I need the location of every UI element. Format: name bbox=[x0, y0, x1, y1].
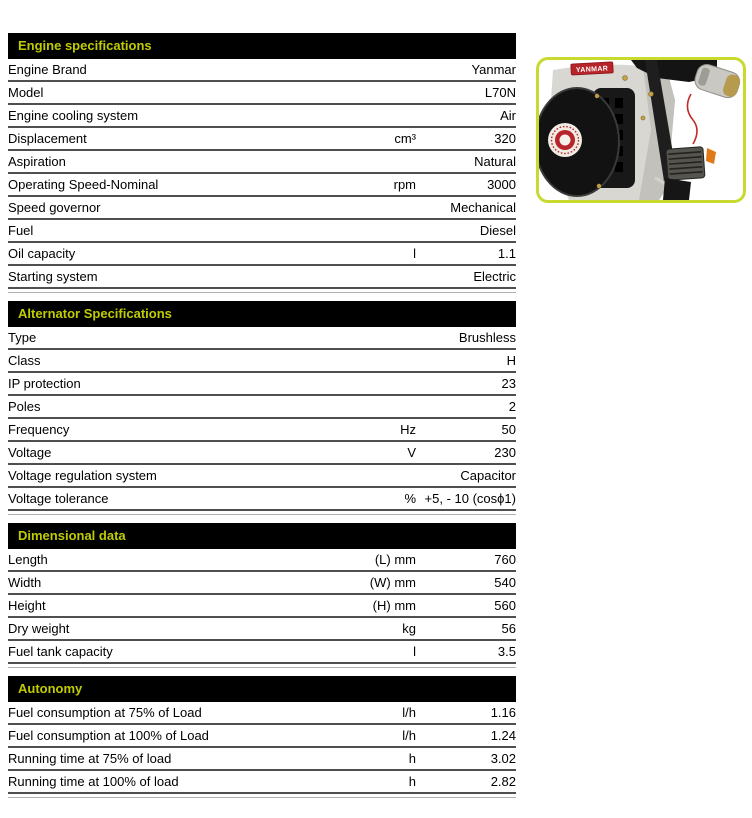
spec-label: Fuel consumption at 100% of Load bbox=[8, 724, 350, 747]
engine-photo-illustration bbox=[539, 60, 743, 200]
spec-unit: V bbox=[350, 441, 416, 464]
spec-label: Width bbox=[8, 571, 350, 594]
spec-value: 760 bbox=[416, 549, 516, 571]
spec-value: L70N bbox=[416, 81, 516, 104]
spec-row bbox=[8, 418, 516, 441]
spec-unit bbox=[350, 59, 416, 81]
section-header bbox=[8, 301, 516, 327]
bottom-bracket bbox=[663, 178, 691, 200]
spec-section bbox=[8, 301, 516, 515]
spec-row bbox=[8, 104, 516, 127]
spec-label: Poles bbox=[8, 395, 350, 418]
spec-unit: l bbox=[350, 242, 416, 265]
spec-unit bbox=[350, 349, 416, 372]
spec-value: 230 bbox=[416, 441, 516, 464]
spec-table bbox=[8, 549, 516, 664]
spec-label: Model bbox=[8, 81, 350, 104]
spec-unit: h bbox=[350, 747, 416, 770]
spec-section bbox=[8, 523, 516, 668]
spec-row bbox=[8, 327, 516, 349]
spec-row bbox=[8, 173, 516, 196]
section-end-line bbox=[8, 289, 516, 293]
starter-motor bbox=[692, 62, 742, 100]
section-end-line bbox=[8, 794, 516, 798]
spec-value: Brushless bbox=[416, 327, 516, 349]
spec-unit bbox=[350, 327, 416, 349]
spec-value: 1.24 bbox=[416, 724, 516, 747]
orange-clip bbox=[706, 148, 716, 164]
spec-unit: kg bbox=[350, 617, 416, 640]
spec-value: 23 bbox=[416, 372, 516, 395]
spec-value: 2.82 bbox=[416, 770, 516, 793]
section-end-line bbox=[8, 664, 516, 668]
spec-table bbox=[8, 59, 516, 289]
center-decal bbox=[548, 123, 582, 157]
spec-label: Starting system bbox=[8, 265, 350, 288]
spec-label: Fuel tank capacity bbox=[8, 640, 350, 663]
spec-unit bbox=[350, 196, 416, 219]
spec-label: Fuel bbox=[8, 219, 350, 242]
spec-label: IP protection bbox=[8, 372, 350, 395]
spec-unit bbox=[350, 150, 416, 173]
spec-value: 56 bbox=[416, 617, 516, 640]
spec-unit: cm³ bbox=[350, 127, 416, 150]
spec-label: Fuel consumption at 75% of Load bbox=[8, 702, 350, 724]
section-title: Dimensional data bbox=[18, 528, 126, 543]
spec-unit: % bbox=[350, 487, 416, 510]
spec-label: Displacement bbox=[8, 127, 350, 150]
voltage-regulator bbox=[666, 147, 705, 181]
spec-row bbox=[8, 150, 516, 173]
spec-value: 1.1 bbox=[416, 242, 516, 265]
spec-row bbox=[8, 640, 516, 663]
spec-unit: l/h bbox=[350, 724, 416, 747]
spec-unit bbox=[350, 104, 416, 127]
spec-unit: rpm bbox=[350, 173, 416, 196]
spec-section bbox=[8, 676, 516, 798]
spec-row bbox=[8, 549, 516, 571]
section-header bbox=[8, 523, 516, 549]
section-title: Alternator Specifications bbox=[18, 306, 172, 321]
spec-value: Diesel bbox=[416, 219, 516, 242]
spec-row bbox=[8, 372, 516, 395]
section-end-line bbox=[8, 511, 516, 515]
spec-row bbox=[8, 127, 516, 150]
spec-label: Oil capacity bbox=[8, 242, 350, 265]
spec-value: Yanmar bbox=[416, 59, 516, 81]
spec-unit: l bbox=[350, 640, 416, 663]
spec-value: H bbox=[416, 349, 516, 372]
spec-row bbox=[8, 395, 516, 418]
spec-unit bbox=[350, 81, 416, 104]
spec-value: 1.16 bbox=[416, 702, 516, 724]
spec-value: Mechanical bbox=[416, 196, 516, 219]
spec-table bbox=[8, 702, 516, 794]
spec-row bbox=[8, 747, 516, 770]
section-header bbox=[8, 33, 516, 59]
section-title: Autonomy bbox=[18, 681, 83, 696]
spec-value: 3.02 bbox=[416, 747, 516, 770]
spec-label: Voltage tolerance bbox=[8, 487, 350, 510]
spec-row bbox=[8, 242, 516, 265]
spec-unit bbox=[350, 265, 416, 288]
spec-row bbox=[8, 724, 516, 747]
spec-label: Engine cooling system bbox=[8, 104, 350, 127]
spec-unit: h bbox=[350, 770, 416, 793]
spec-label: Engine Brand bbox=[8, 59, 350, 81]
yanmar-badge bbox=[571, 62, 614, 75]
spec-label: Running time at 75% of load bbox=[8, 747, 350, 770]
spec-value: 50 bbox=[416, 418, 516, 441]
spec-value: Air bbox=[416, 104, 516, 127]
yanmar-badge-text: YANMAR bbox=[575, 65, 609, 75]
spec-row bbox=[8, 770, 516, 793]
spec-unit: (L) mm bbox=[350, 549, 416, 571]
spec-row bbox=[8, 487, 516, 510]
spec-value: 3000 bbox=[416, 173, 516, 196]
spec-unit bbox=[350, 395, 416, 418]
spec-value: 560 bbox=[416, 594, 516, 617]
section-title: Engine specifications bbox=[18, 38, 152, 53]
spec-row bbox=[8, 81, 516, 104]
spec-row bbox=[8, 349, 516, 372]
red-wire bbox=[687, 94, 697, 144]
spec-label: Operating Speed-Nominal bbox=[8, 173, 350, 196]
spec-label: Type bbox=[8, 327, 350, 349]
spec-row bbox=[8, 594, 516, 617]
spec-row bbox=[8, 219, 516, 242]
spec-label: Length bbox=[8, 549, 350, 571]
spec-unit bbox=[350, 464, 416, 487]
spec-table bbox=[8, 327, 516, 511]
spec-value: Natural bbox=[416, 150, 516, 173]
spec-label: Speed governor bbox=[8, 196, 350, 219]
spec-label: Frequency bbox=[8, 418, 350, 441]
spec-unit bbox=[350, 219, 416, 242]
spec-row bbox=[8, 441, 516, 464]
spec-value: +5, - 10 (cosϕ1) bbox=[416, 487, 516, 510]
spec-unit: (W) mm bbox=[350, 571, 416, 594]
spec-row bbox=[8, 464, 516, 487]
spec-label: Aspiration bbox=[8, 150, 350, 173]
spec-unit bbox=[350, 372, 416, 395]
spec-unit: Hz bbox=[350, 418, 416, 441]
spec-tables bbox=[8, 33, 516, 806]
spec-value: 540 bbox=[416, 571, 516, 594]
spec-value: 320 bbox=[416, 127, 516, 150]
spec-value: Capacitor bbox=[416, 464, 516, 487]
spec-label: Class bbox=[8, 349, 350, 372]
section-header bbox=[8, 676, 516, 702]
spec-section bbox=[8, 33, 516, 293]
spec-value: 3.5 bbox=[416, 640, 516, 663]
spec-label: Voltage bbox=[8, 441, 350, 464]
spec-row bbox=[8, 702, 516, 724]
spec-row bbox=[8, 265, 516, 288]
spec-row bbox=[8, 196, 516, 219]
spec-row bbox=[8, 571, 516, 594]
spec-row bbox=[8, 617, 516, 640]
spec-row bbox=[8, 59, 516, 81]
spec-label: Dry weight bbox=[8, 617, 350, 640]
spec-unit: l/h bbox=[350, 702, 416, 724]
spec-unit: (H) mm bbox=[350, 594, 416, 617]
spec-label: Voltage regulation system bbox=[8, 464, 350, 487]
spec-label: Height bbox=[8, 594, 350, 617]
spec-value: 2 bbox=[416, 395, 516, 418]
engine-photo bbox=[536, 57, 746, 203]
spec-label: Running time at 100% of load bbox=[8, 770, 350, 793]
spec-value: Electric bbox=[416, 265, 516, 288]
